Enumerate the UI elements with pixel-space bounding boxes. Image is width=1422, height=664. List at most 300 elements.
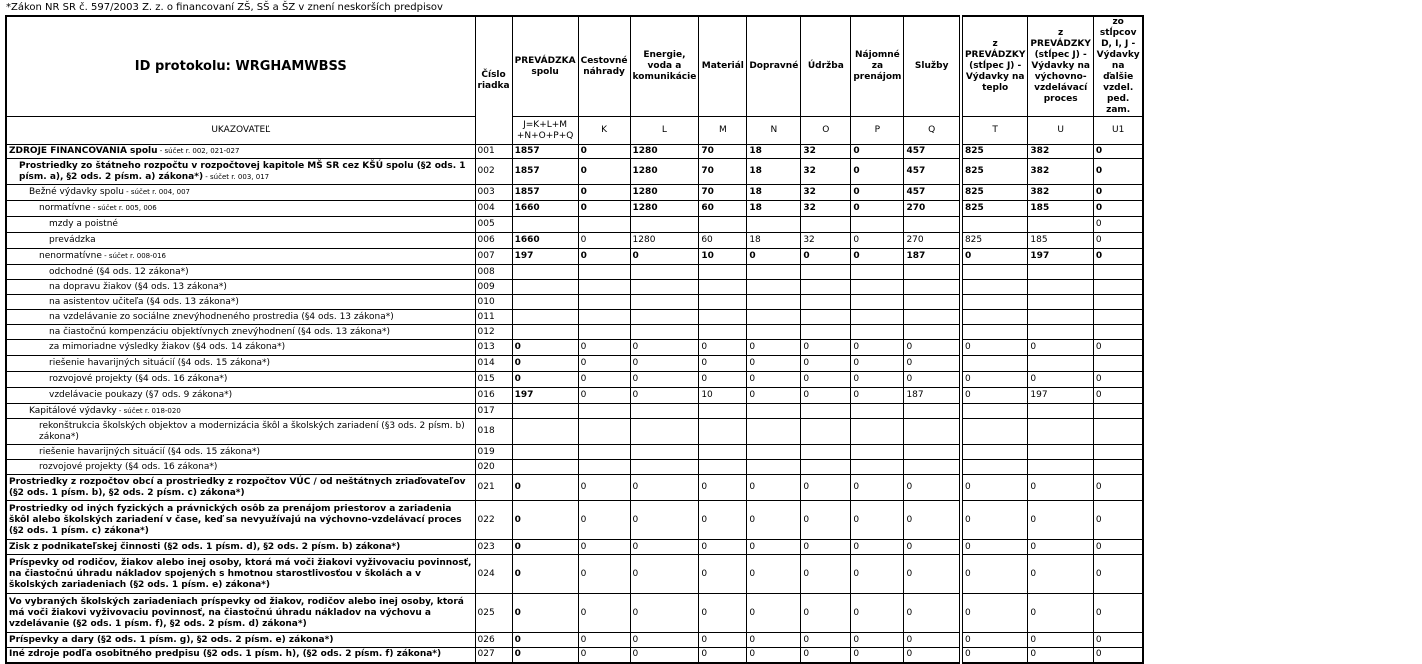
value-cell [1093, 310, 1143, 325]
value-cell: 0 [904, 340, 961, 356]
value-cell: 0 [851, 145, 904, 159]
row-label-text: vzdelávacie poukazy (§7 ods. 9 zákona*) [49, 390, 233, 400]
value-cell: 0 [1093, 217, 1143, 233]
value-cell [747, 404, 801, 419]
value-cell [1093, 295, 1143, 310]
value-cell [904, 404, 961, 419]
col-letter: U1 [1093, 117, 1143, 145]
value-cell: 270 [904, 201, 961, 217]
value-cell: 197 [1028, 388, 1093, 404]
row-number: 010 [475, 295, 512, 310]
col-letter: O [801, 117, 851, 145]
row-number: 025 [475, 594, 512, 633]
col-letter: J=K+L+M +N+O+P+Q [512, 117, 578, 145]
row-sum-note: - súčet r. 008-016 [101, 252, 166, 260]
table-row [6, 555, 1143, 594]
value-cell [904, 217, 961, 233]
value-cell [578, 295, 630, 310]
value-cell: 0 [578, 233, 630, 249]
value-cell [851, 419, 904, 445]
value-cell: 0 [747, 372, 801, 388]
row-label [6, 540, 475, 555]
value-cell: 0 [801, 648, 851, 663]
value-cell: 0 [851, 249, 904, 265]
row-label [6, 372, 475, 388]
value-cell [747, 445, 801, 460]
value-cell [699, 217, 747, 233]
col-header: PREVÁDZKA spolu [512, 16, 578, 117]
row-label-text: Prostriedky z rozpočtov obcí a prostriedky z rozpočtov VÚC / od neštátnych zriaďovateľov (§2 ods. 1 písm. b), §2 ods. 2 písm. c) zákona*) [9, 476, 466, 498]
row-number: 006 [475, 233, 512, 249]
value-cell [630, 419, 699, 445]
value-cell [512, 445, 578, 460]
row-label-text: rozvojové projekty (§4 ods. 16 zákona*) [49, 374, 228, 384]
value-cell [851, 325, 904, 340]
value-cell [904, 280, 961, 295]
value-cell: 0 [1028, 633, 1093, 648]
value-cell [904, 445, 961, 460]
value-cell [512, 460, 578, 475]
value-cell: 0 [578, 540, 630, 555]
value-cell: 185 [1028, 233, 1093, 249]
value-cell: 0 [851, 475, 904, 501]
value-cell: 0 [699, 633, 747, 648]
value-cell [578, 325, 630, 340]
value-cell: 0 [1028, 555, 1093, 594]
value-cell: 0 [904, 501, 961, 540]
col-letter: L [630, 117, 699, 145]
value-cell [630, 295, 699, 310]
row-number: 004 [475, 201, 512, 217]
col-letter: Q [904, 117, 961, 145]
value-cell: 0 [801, 475, 851, 501]
value-cell: 0 [801, 594, 851, 633]
value-cell [1093, 404, 1143, 419]
value-cell [904, 295, 961, 310]
row-number: 017 [475, 404, 512, 419]
row-label-text: Prostriedky zo štátneho rozpočtu v rozpočtovej kapitole MŠ SR cez KŠÚ spolu (§2 ods. 1 písm. a), §2 ods. 2 písm. a) zákona*) [19, 160, 466, 182]
value-cell [1028, 295, 1093, 310]
row-label [6, 280, 475, 295]
value-cell [1093, 356, 1143, 372]
value-cell [961, 445, 1028, 460]
value-cell: 0 [630, 633, 699, 648]
row-sum-note: - súčet r. 003, 017 [203, 172, 270, 181]
value-cell [801, 265, 851, 280]
value-cell [699, 265, 747, 280]
value-cell [699, 280, 747, 295]
value-cell: 0 [630, 501, 699, 540]
col-header: Materiál [699, 16, 747, 117]
value-cell: 0 [961, 249, 1028, 265]
value-cell: 1660 [512, 233, 578, 249]
value-cell: 0 [851, 340, 904, 356]
value-cell [851, 404, 904, 419]
value-cell: 0 [699, 356, 747, 372]
col-header: Energie, voda a komunikácie [630, 16, 699, 117]
value-cell: 0 [512, 633, 578, 648]
value-cell: 1280 [630, 201, 699, 217]
value-cell: 0 [851, 201, 904, 217]
row-label-text: na čiastočnú kompenzáciu objektívnych znevýhodnení (§4 ods. 13 zákona*) [49, 326, 390, 337]
value-cell [1093, 325, 1143, 340]
table-row [6, 145, 1143, 159]
row-sum-note: - súčet r. 005, 006 [90, 204, 157, 212]
value-cell [961, 404, 1028, 419]
row-number: 012 [475, 325, 512, 340]
value-cell [512, 404, 578, 419]
row-label [6, 460, 475, 475]
row-number: 007 [475, 249, 512, 265]
col-letter: N [747, 117, 801, 145]
table-row [6, 648, 1143, 663]
value-cell [578, 419, 630, 445]
footnote-law: *Zákon NR SR č. 597/2003 Z. z. o financovaní ZŠ, SŠ a ŠZ v znení neskorších predpisov [6, 2, 443, 13]
value-cell: 825 [961, 159, 1028, 185]
row-label-text: nenormatívne [39, 251, 102, 261]
value-cell: 18 [747, 159, 801, 185]
value-cell: 0 [851, 648, 904, 663]
value-cell: 0 [578, 372, 630, 388]
value-cell: 0 [904, 356, 961, 372]
value-cell: 0 [851, 594, 904, 633]
value-cell: 0 [904, 594, 961, 633]
row-number: 020 [475, 460, 512, 475]
value-cell [578, 404, 630, 419]
table-row [6, 310, 1143, 325]
value-cell: 0 [578, 356, 630, 372]
row-label [6, 419, 475, 445]
value-cell: 1857 [512, 185, 578, 201]
value-cell: 0 [630, 356, 699, 372]
value-cell: 0 [904, 648, 961, 663]
value-cell: 0 [578, 201, 630, 217]
table-row [6, 419, 1143, 445]
row-label [6, 145, 475, 159]
value-cell [699, 325, 747, 340]
row-number: 013 [475, 340, 512, 356]
value-cell [801, 217, 851, 233]
row-label-text: prevádzka [49, 235, 96, 245]
value-cell: 60 [699, 201, 747, 217]
value-cell: 0 [630, 388, 699, 404]
value-cell [1028, 217, 1093, 233]
value-cell: 10 [699, 388, 747, 404]
value-cell [578, 265, 630, 280]
row-label [6, 325, 475, 340]
value-cell [1028, 460, 1093, 475]
col-letter: P [851, 117, 904, 145]
value-cell [578, 217, 630, 233]
row-label-text: Príspevky od rodičov, žiakov alebo inej osoby, ktorá má voči žiakovi vyživovaciu povinnosť, na čiastočnú úhradu nákladov spojených s hmotnou starostlivosťou v školách a v školských zariadeniach (§2 ods. 1 písm. e) zákona*) [9, 557, 472, 590]
value-cell [699, 419, 747, 445]
value-cell: 0 [851, 540, 904, 555]
value-cell: 70 [699, 145, 747, 159]
value-cell [630, 280, 699, 295]
table-row [6, 295, 1143, 310]
value-cell: 0 [801, 633, 851, 648]
financing-table [5, 15, 1144, 664]
value-cell [630, 310, 699, 325]
value-cell [699, 460, 747, 475]
table-row [6, 475, 1143, 501]
value-cell [512, 295, 578, 310]
value-cell: 0 [801, 540, 851, 555]
value-cell: 0 [1028, 501, 1093, 540]
row-label-text: Príspevky a dary (§2 ods. 1 písm. g), §2 ods. 2 písm. e) zákona*) [9, 634, 334, 645]
value-cell: 1280 [630, 233, 699, 249]
table-row [6, 445, 1143, 460]
value-cell [1028, 280, 1093, 295]
row-label [6, 648, 475, 663]
row-label [6, 501, 475, 540]
value-cell: 0 [747, 388, 801, 404]
value-cell [801, 419, 851, 445]
value-cell: 0 [1093, 185, 1143, 201]
value-cell [851, 460, 904, 475]
value-cell: 0 [961, 633, 1028, 648]
value-cell: 70 [699, 185, 747, 201]
value-cell [578, 310, 630, 325]
row-label-text: normatívne [39, 203, 91, 213]
value-cell [801, 280, 851, 295]
row-label [6, 633, 475, 648]
value-cell: 0 [630, 475, 699, 501]
value-cell [747, 310, 801, 325]
value-cell [630, 325, 699, 340]
row-label [6, 594, 475, 633]
table-row [6, 249, 1143, 265]
value-cell: 0 [512, 648, 578, 663]
value-cell [851, 295, 904, 310]
value-cell: 0 [851, 633, 904, 648]
value-cell [512, 280, 578, 295]
row-label-text: Bežné výdavky spolu [29, 187, 124, 197]
value-cell [747, 280, 801, 295]
value-cell: 0 [1093, 145, 1143, 159]
row-label [6, 445, 475, 460]
value-cell [699, 445, 747, 460]
value-cell: 0 [699, 501, 747, 540]
value-cell: 0 [630, 540, 699, 555]
value-cell: 0 [961, 648, 1028, 663]
value-cell: 0 [578, 185, 630, 201]
row-number: 026 [475, 633, 512, 648]
value-cell: 0 [699, 475, 747, 501]
value-cell: 0 [512, 356, 578, 372]
row-label-text: odchodné (§4 ods. 12 zákona*) [49, 266, 189, 277]
value-cell: 0 [747, 501, 801, 540]
value-cell [630, 265, 699, 280]
value-cell: 0 [904, 633, 961, 648]
col-header: Dopravné [747, 16, 801, 117]
value-cell: 0 [1028, 594, 1093, 633]
value-cell: 0 [961, 540, 1028, 555]
value-cell: 0 [512, 501, 578, 540]
value-cell: 70 [699, 159, 747, 185]
value-cell [904, 325, 961, 340]
value-cell: 0 [851, 233, 904, 249]
value-cell: 0 [578, 475, 630, 501]
row-label-text: Iné zdroje podľa osobitného predpisu (§2 ods. 1 písm. h), (§2 ods. 2 písm. f) zákona*) [9, 649, 442, 660]
value-cell: 0 [851, 388, 904, 404]
value-cell: 0 [747, 648, 801, 663]
row-label [6, 475, 475, 501]
row-sum-note: - súčet r. 004, 007 [123, 188, 190, 196]
value-cell [1093, 265, 1143, 280]
value-cell [1093, 280, 1143, 295]
value-cell: 0 [961, 388, 1028, 404]
value-cell [904, 310, 961, 325]
value-cell: 0 [747, 356, 801, 372]
value-cell: 382 [1028, 185, 1093, 201]
value-cell: 825 [961, 201, 1028, 217]
row-number: 014 [475, 356, 512, 372]
value-cell: 0 [630, 594, 699, 633]
row-label-text: na dopravu žiakov (§4 ods. 13 zákona*) [49, 281, 227, 292]
value-cell: 0 [1028, 340, 1093, 356]
row-label [6, 295, 475, 310]
row-label [6, 340, 475, 356]
value-cell [747, 325, 801, 340]
row-number: 023 [475, 540, 512, 555]
value-cell [904, 460, 961, 475]
value-cell: 0 [578, 249, 630, 265]
value-cell [904, 419, 961, 445]
row-label [6, 217, 475, 233]
value-cell [961, 419, 1028, 445]
value-cell: 825 [961, 233, 1028, 249]
value-cell [851, 217, 904, 233]
value-cell [961, 460, 1028, 475]
value-cell: 1660 [512, 201, 578, 217]
value-cell: 0 [578, 555, 630, 594]
value-cell: 457 [904, 185, 961, 201]
value-cell: 1280 [630, 159, 699, 185]
value-cell: 0 [747, 540, 801, 555]
value-cell [961, 295, 1028, 310]
value-cell: 0 [961, 555, 1028, 594]
value-cell [801, 445, 851, 460]
value-cell [801, 310, 851, 325]
row-number-header: Číslo riadka [475, 16, 512, 145]
row-number: 018 [475, 419, 512, 445]
value-cell: 0 [699, 648, 747, 663]
value-cell: 0 [512, 594, 578, 633]
row-label-text: Prostriedky od iných fyzických a právnických osôb za prenájom priestorov a zariadenia škôl alebo školských zariadení v čase, keď sa nevyužívajú na výchovno-vzdelávací proces (§2 ods. 1 písm. c) zákona*) [9, 503, 462, 536]
col-header: zo stĺpcov D, I, J - Výdavky na ďalšie vzdel. ped. zam. [1093, 16, 1143, 117]
value-cell: 0 [801, 388, 851, 404]
col-letter: K [578, 117, 630, 145]
col-letter: M [699, 117, 747, 145]
value-cell: 0 [851, 372, 904, 388]
value-cell: 0 [801, 249, 851, 265]
value-cell [578, 460, 630, 475]
value-cell: 0 [699, 555, 747, 594]
value-cell: 0 [747, 249, 801, 265]
value-cell: 0 [578, 388, 630, 404]
value-cell: 0 [1093, 201, 1143, 217]
value-cell: 382 [1028, 159, 1093, 185]
value-cell: 0 [1093, 501, 1143, 540]
table-row [6, 159, 1143, 185]
value-cell [699, 295, 747, 310]
value-cell [1028, 404, 1093, 419]
value-cell: 0 [578, 145, 630, 159]
col-header: z PREVÁDZKY (stĺpec J) - Výdavky na výchovno-vzdelávací proces [1028, 16, 1093, 117]
value-cell: 0 [1093, 648, 1143, 663]
value-cell [801, 460, 851, 475]
value-cell [851, 310, 904, 325]
row-label [6, 356, 475, 372]
value-cell: 0 [1093, 388, 1143, 404]
value-cell [1028, 265, 1093, 280]
col-letter: U [1028, 117, 1093, 145]
col-header: Cestovné náhrady [578, 16, 630, 117]
value-cell: 0 [904, 540, 961, 555]
table-row [6, 594, 1143, 633]
row-number: 022 [475, 501, 512, 540]
row-label-text: ZDROJE FINANCOVANIA spolu [9, 146, 158, 156]
value-cell: 0 [747, 340, 801, 356]
value-cell: 18 [747, 201, 801, 217]
value-cell [851, 445, 904, 460]
value-cell: 60 [699, 233, 747, 249]
value-cell [1028, 325, 1093, 340]
protocol-id: ID protokolu: WRGHAMWBSS [6, 16, 475, 117]
value-cell: 825 [961, 185, 1028, 201]
table-row [6, 217, 1143, 233]
value-cell: 0 [961, 372, 1028, 388]
value-cell [1028, 310, 1093, 325]
value-cell: 0 [699, 372, 747, 388]
value-cell: 0 [961, 475, 1028, 501]
value-cell: 0 [1028, 540, 1093, 555]
row-number: 021 [475, 475, 512, 501]
row-sum-note: - súčet r. 018-020 [116, 406, 181, 415]
value-cell [630, 404, 699, 419]
row-label-text: rozvojové projekty (§4 ods. 16 zákona*) [39, 461, 218, 472]
value-cell: 0 [630, 249, 699, 265]
row-number: 003 [475, 185, 512, 201]
table-row [6, 265, 1143, 280]
table-row [6, 201, 1143, 217]
value-cell: 0 [904, 372, 961, 388]
value-cell [961, 265, 1028, 280]
value-cell: 0 [1028, 475, 1093, 501]
row-number: 019 [475, 445, 512, 460]
col-letter: T [961, 117, 1028, 145]
value-cell: 0 [904, 475, 961, 501]
table-row [6, 633, 1143, 648]
row-label [6, 310, 475, 325]
row-label [6, 555, 475, 594]
row-label [6, 201, 475, 217]
value-cell: 0 [512, 475, 578, 501]
row-label [6, 185, 475, 201]
value-cell: 0 [747, 475, 801, 501]
value-cell: 0 [699, 594, 747, 633]
value-cell: 0 [578, 159, 630, 185]
value-cell: 0 [801, 555, 851, 594]
row-number: 011 [475, 310, 512, 325]
value-cell: 0 [1093, 249, 1143, 265]
value-cell: 0 [578, 340, 630, 356]
value-cell: 0 [578, 633, 630, 648]
value-cell: 1280 [630, 145, 699, 159]
table-row [6, 233, 1143, 249]
value-cell: 382 [1028, 145, 1093, 159]
